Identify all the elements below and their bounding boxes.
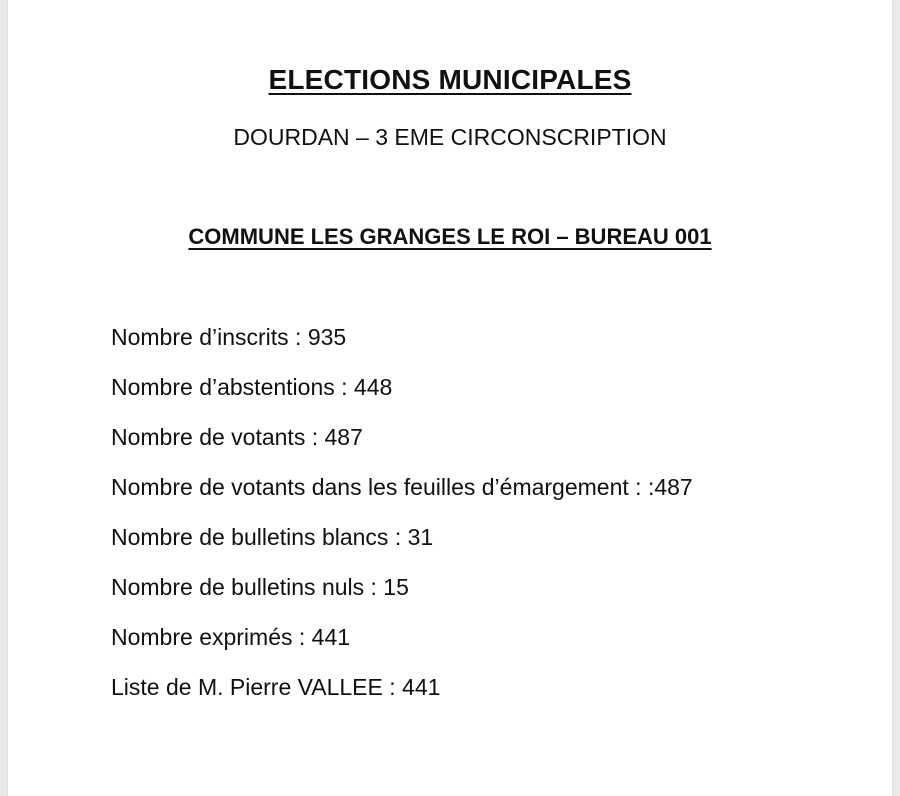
result-line-bulletins-nuls: Nombre de bulletins nuls : 15 xyxy=(111,574,409,600)
commune-heading: COMMUNE LES GRANGES LE ROI – BUREAU 001 xyxy=(188,224,712,249)
result-line-abstentions: Nombre d’abstentions : 448 xyxy=(111,374,393,400)
result-line-votants-emargement: Nombre de votants dans les feuilles d’émargement : :487 xyxy=(111,474,693,500)
result-line-bulletins-blancs: Nombre de bulletins blancs : 31 xyxy=(111,524,434,550)
results-list xyxy=(111,322,693,722)
document-title: ELECTIONS MUNICIPALES xyxy=(268,64,632,95)
result-line-exprimes: Nombre exprimés : 441 xyxy=(111,624,351,650)
result-line-liste-vallee: Liste de M. Pierre VALLEE : 441 xyxy=(111,674,441,700)
result-line-inscrits: Nombre d’inscrits : 935 xyxy=(111,324,347,350)
document-subtitle: DOURDAN – 3 EME CIRCONSCRIPTION xyxy=(233,124,667,150)
document-page xyxy=(8,0,892,796)
result-line-votants: Nombre de votants : 487 xyxy=(111,424,363,450)
